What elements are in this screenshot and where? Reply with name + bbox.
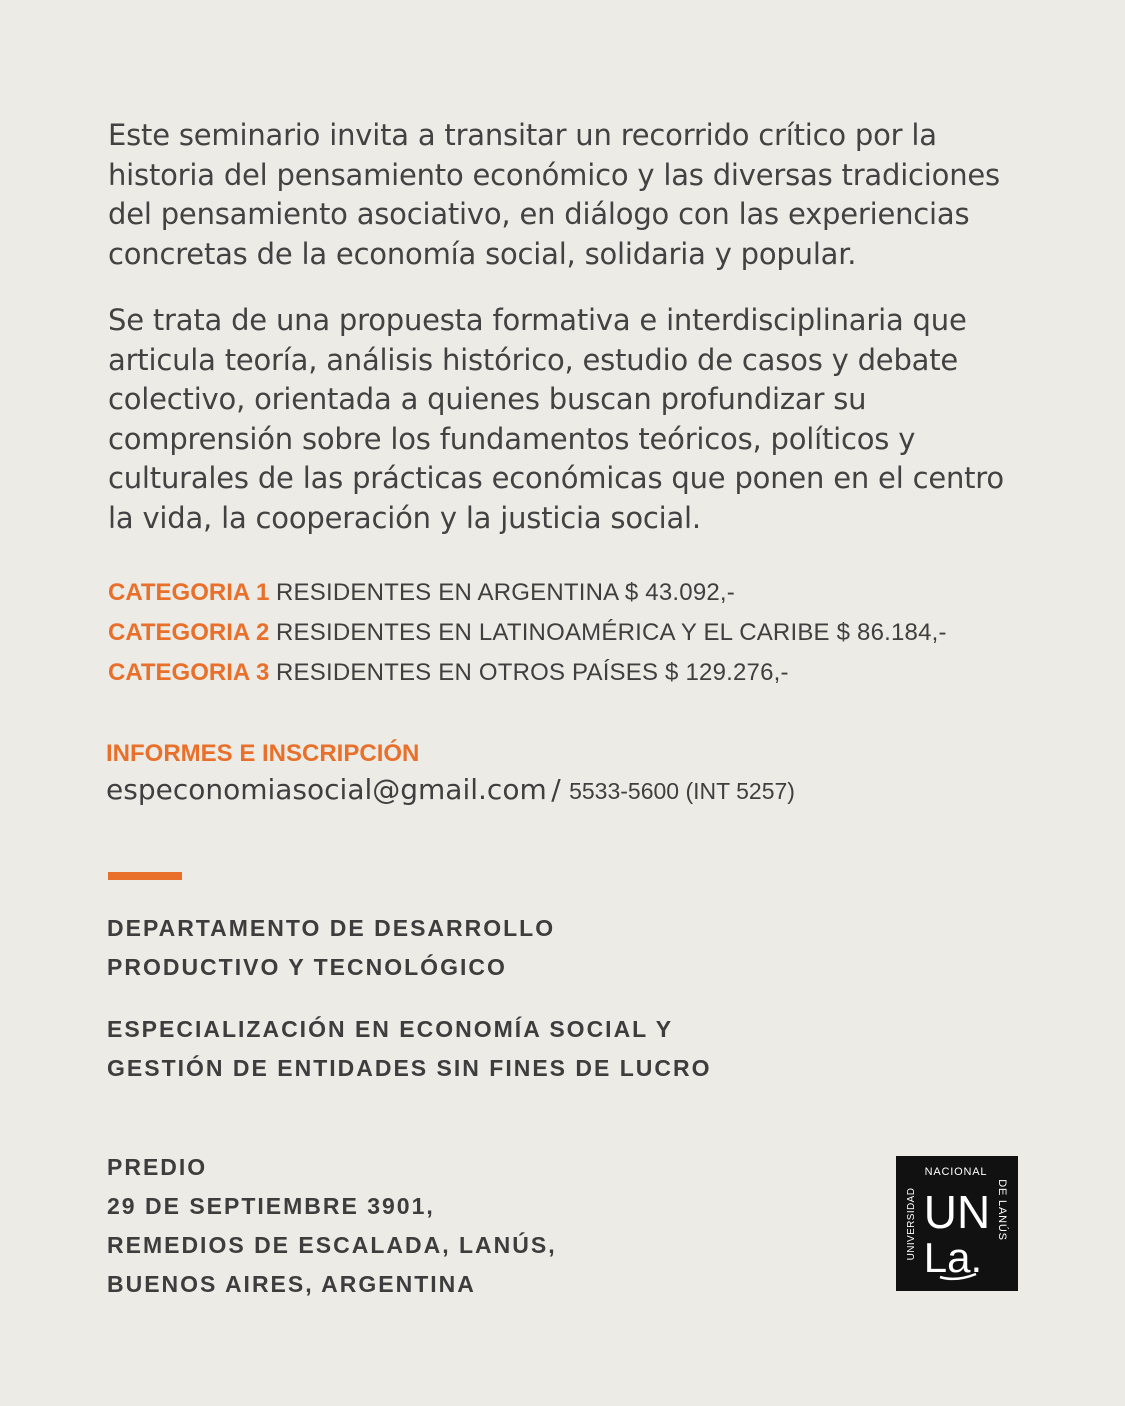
category-label: CATEGORIA 3 bbox=[108, 659, 270, 686]
logo-main-un: UN bbox=[923, 1186, 991, 1238]
unla-logo bbox=[896, 1156, 1018, 1291]
phone-number: 5533-5600 (INT 5257) bbox=[569, 778, 795, 804]
department-line-2: PRODUCTIVO Y TECNOLÓGICO bbox=[107, 954, 507, 980]
specialization-line-2: GESTIÓN DE ENTIDADES SIN FINES DE LUCRO bbox=[107, 1055, 712, 1081]
venue-line-2: REMEDIOS DE ESCALADA, LANÚS, bbox=[107, 1232, 557, 1258]
logo-left-text: UNIVERSIDAD bbox=[906, 1187, 917, 1261]
contact-separator: / bbox=[551, 773, 561, 806]
email-link[interactable]: especonomiasocial@gmail.com bbox=[106, 773, 547, 806]
accent-divider bbox=[108, 872, 182, 880]
venue-title: PREDIO bbox=[107, 1154, 208, 1180]
price-row-category-3 bbox=[108, 653, 947, 693]
venue-line-3: BUENOS AIRES, ARGENTINA bbox=[107, 1271, 476, 1297]
contact-title: INFORMES E INSCRIPCIÓN bbox=[106, 740, 420, 767]
category-label: CATEGORIA 1 bbox=[108, 579, 270, 606]
price-row-category-2 bbox=[108, 613, 947, 653]
price-row-category-1 bbox=[108, 573, 947, 613]
logo-main-la: La. bbox=[923, 1234, 983, 1281]
venue-block bbox=[107, 1148, 557, 1304]
logo-right-text: DE LANÚS bbox=[996, 1179, 1008, 1241]
pricing-list bbox=[108, 573, 947, 693]
category-text: RESIDENTES EN ARGENTINA $ 43.092,- bbox=[276, 579, 735, 606]
category-text: RESIDENTES EN OTROS PAÍSES $ 129.276,- bbox=[276, 659, 789, 686]
department-block bbox=[107, 909, 555, 987]
intro-paragraph-1: Este seminario invita a transitar un recorrido crítico por la historia del pensamiento económico y las diversas tradiciones del pensamiento asociativo, en diálogo con las experiencias concretas de la economía social, solidaria y popular. bbox=[108, 118, 1000, 271]
contact-section bbox=[106, 737, 795, 806]
specialization-line-1: ESPECIALIZACIÓN EN ECONOMÍA SOCIAL Y bbox=[107, 1016, 674, 1042]
department-line-1: DEPARTAMENTO DE DESARROLLO bbox=[107, 915, 556, 941]
unla-logo-graphic bbox=[896, 1156, 1018, 1291]
logo-top-text: NACIONAL bbox=[924, 1166, 988, 1178]
intro-paragraph-2: Se trata de una propuesta formativa e interdisciplinaria que articula teoría, análisis histórico, estudio de casos y debate colectivo, orientada a quienes buscan profundizar su comprensión sobre los fundamentos teóricos, políticos y culturales de las prácticas económicas que ponen en el centro la vida, la cooperación y la justicia social. bbox=[108, 303, 1004, 535]
contact-line bbox=[106, 773, 795, 806]
category-text: RESIDENTES EN LATINOAMÉRICA Y EL CARIBE $ 86.184,- bbox=[276, 619, 947, 646]
specialization-block bbox=[107, 1010, 712, 1088]
venue-line-1: 29 DE SEPTIEMBRE 3901, bbox=[107, 1193, 435, 1219]
category-label: CATEGORIA 2 bbox=[108, 619, 270, 646]
intro-text bbox=[108, 116, 1018, 538]
